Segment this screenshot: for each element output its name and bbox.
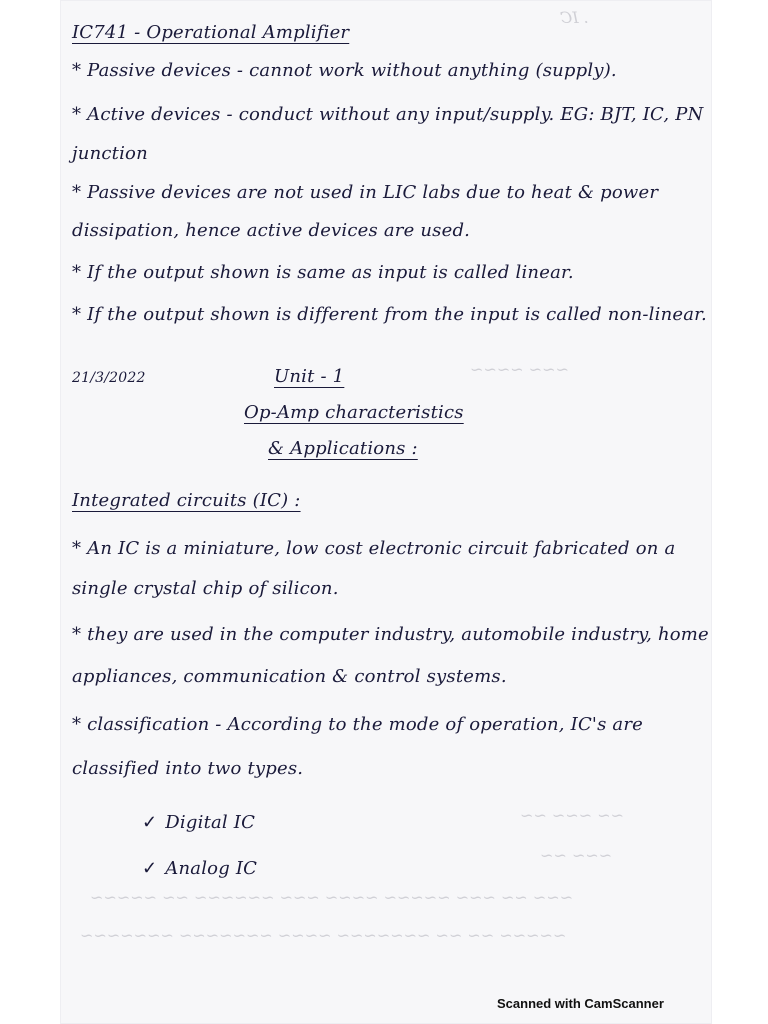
note-line: * classification - According to the mode of operation, IC's are (72, 714, 644, 735)
note-line: * Passive devices - cannot work without anything (supply). (72, 60, 617, 81)
bleed-through-text: ~~~ ~~ ~~~ ~~~~~ ~~~~ ~~~ ~~~~~~ ~~ ~~~~~ (90, 888, 574, 907)
checkmark-icon: ✓ (142, 858, 158, 879)
checkmark-icon: ✓ (142, 812, 158, 833)
unit-label: Unit - 1 (274, 366, 345, 387)
note-line: junction (72, 143, 148, 164)
scanner-watermark: Scanned with CamScanner (497, 996, 664, 1011)
unit-title: Op-Amp characteristics (244, 402, 464, 423)
bleed-through-text: ~~ ~~~ ~~ (520, 806, 625, 825)
bleed-through-text: . IC (560, 8, 589, 27)
note-line: classified into two types. (72, 758, 304, 779)
bleed-through-text: ~~~ ~~~~ (470, 360, 569, 379)
note-line: single crystal chip of silicon. (72, 578, 339, 599)
note-line: * An IC is a miniature, low cost electronic circuit fabricated on a (72, 538, 676, 559)
section-heading: Integrated circuits (IC) : (72, 490, 301, 511)
note-line: * Passive devices are not used in LIC labs due to heat & power (72, 182, 659, 203)
note-line: * If the output shown is same as input is called linear. (72, 262, 574, 283)
bleed-through-text: ~~~ ~~ (540, 846, 613, 865)
note-line: appliances, communication & control systems. (72, 666, 507, 687)
note-line: dissipation, hence active devices are used. (72, 220, 471, 241)
note-line: * If the output shown is different from the input is called non-linear. (72, 304, 707, 325)
type-item: ✓ Digital IC (142, 812, 256, 833)
page-title: IC741 - Operational Amplifier (72, 22, 350, 43)
bleed-through-text: ~~~~~ ~~ ~~ ~~~~~~~ ~~~~ ~~~~~~~ ~~~~~~~ (80, 926, 567, 945)
note-date: 21/3/2022 (72, 370, 146, 386)
unit-subtitle: & Applications : (268, 438, 418, 459)
note-line: * they are used in the computer industry, automobile industry, home (72, 624, 709, 645)
type-item: ✓ Analog IC (142, 858, 258, 879)
note-line: * Active devices - conduct without any input/supply. EG: BJT, IC, PN (72, 104, 704, 125)
